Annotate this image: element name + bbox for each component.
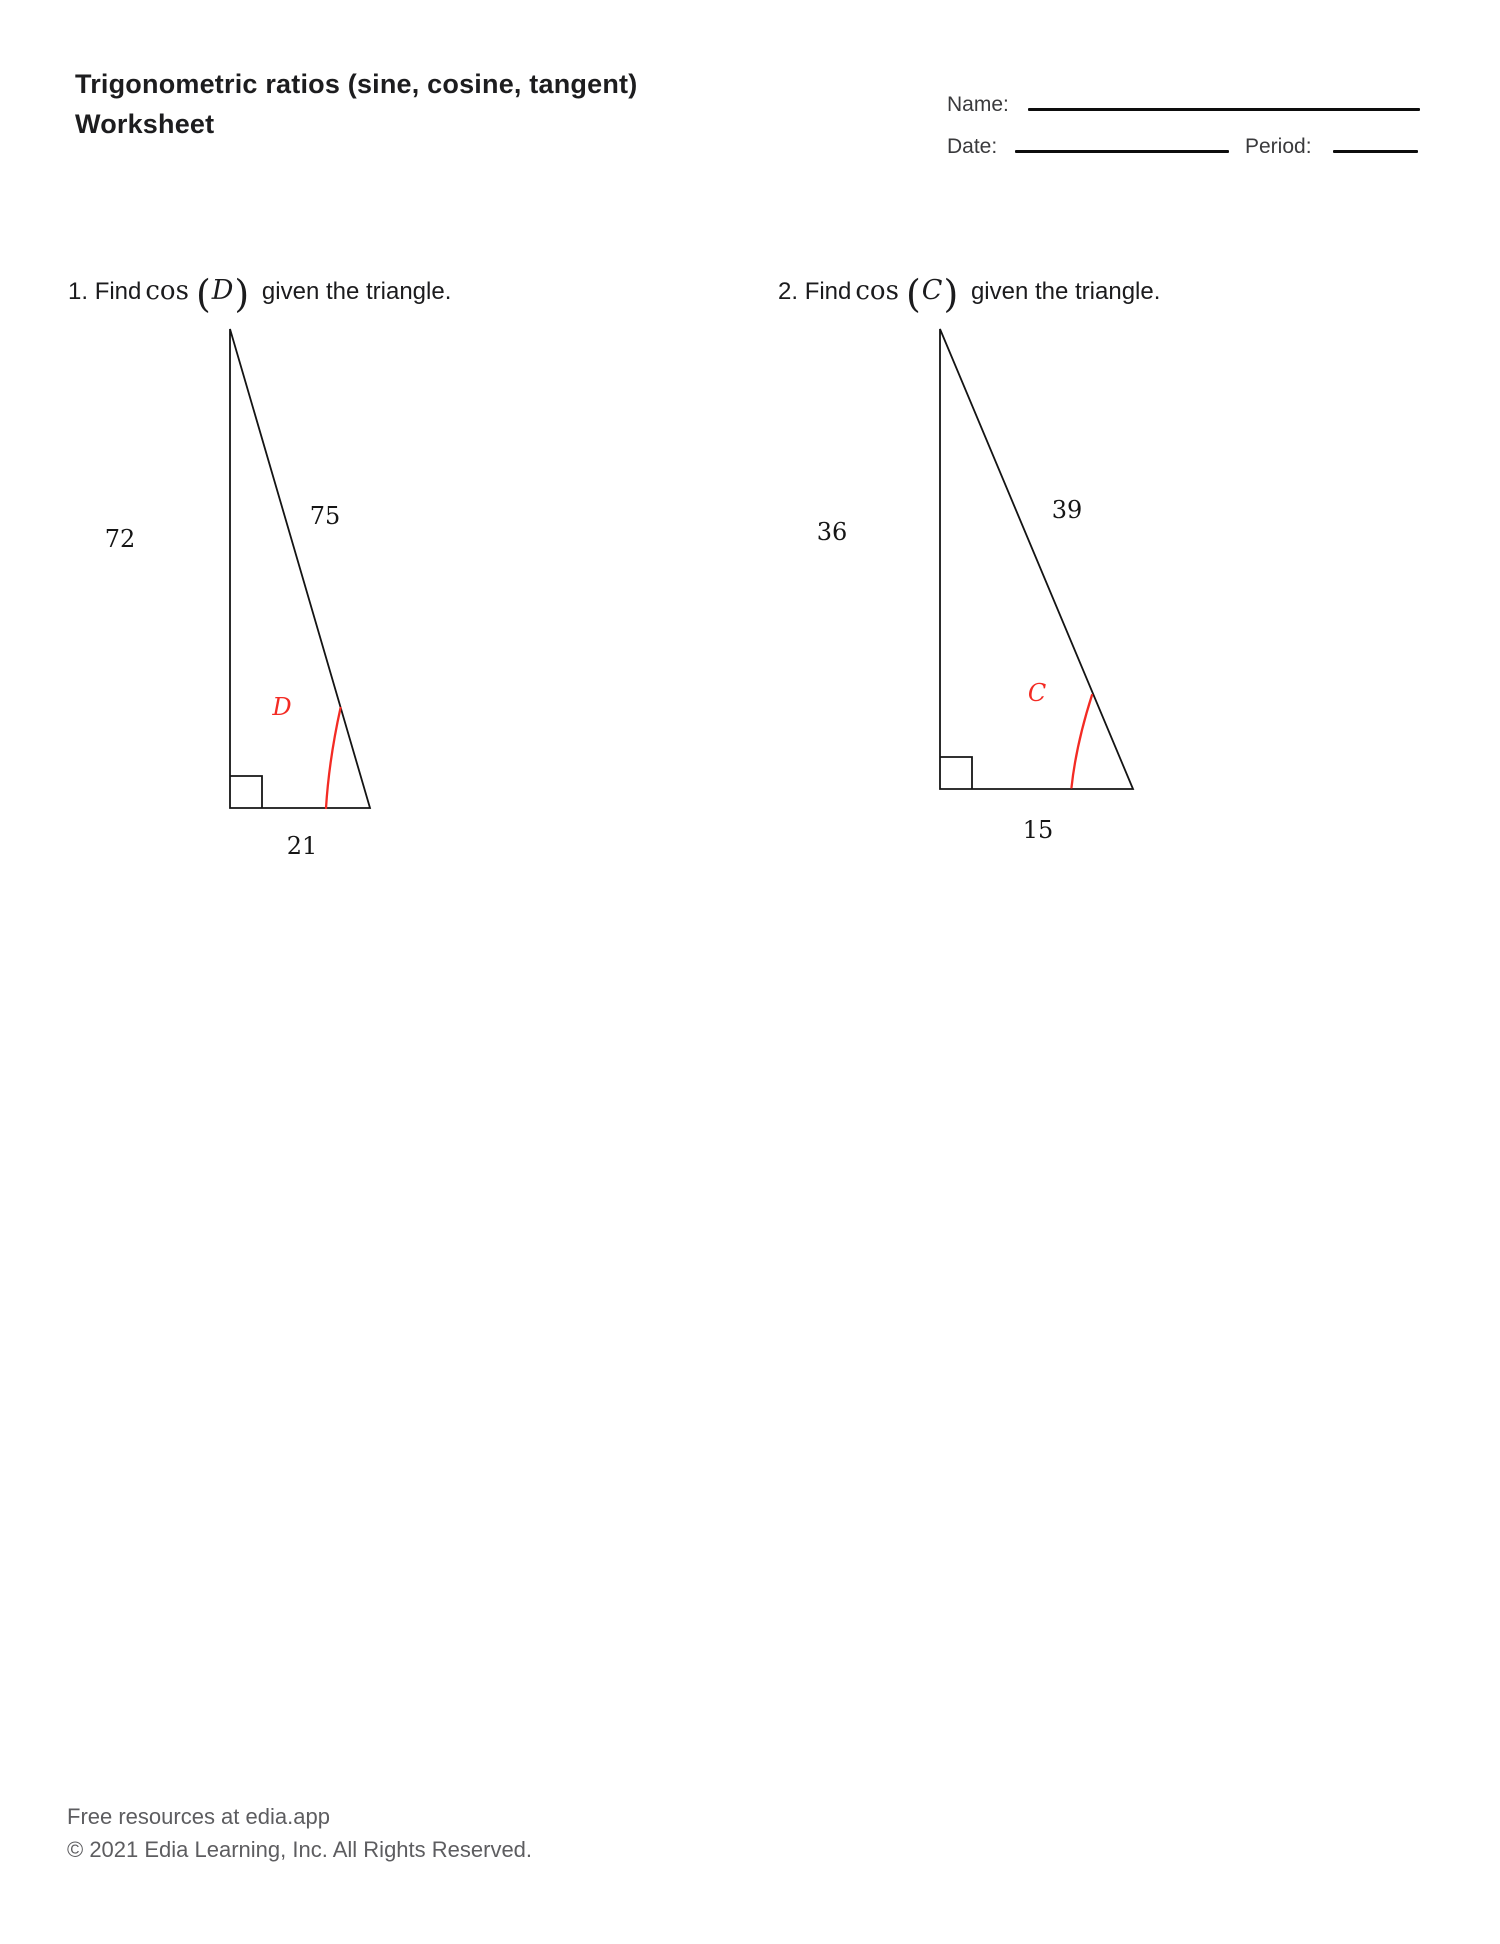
right-angle-mark — [940, 757, 972, 789]
problem-1-suffix: given the triangle. — [261, 278, 452, 305]
angle-c-label: C — [1027, 679, 1047, 707]
date-blank-line — [1015, 150, 1229, 153]
close-paren: ) — [234, 272, 250, 316]
period-blank-line — [1333, 150, 1418, 153]
base-side-label: 15 — [1022, 816, 1054, 844]
problem-1-number: 1. — [68, 278, 89, 305]
problem-1-prefix: Find — [94, 278, 142, 305]
problem-2-suffix: given the triangle. — [970, 278, 1161, 305]
problem-2-statement — [778, 272, 1161, 316]
cos-function: cos — [145, 276, 189, 306]
worksheet-title — [75, 64, 637, 144]
problem-1-statement — [68, 272, 452, 316]
date-label: Date: — [947, 135, 998, 158]
open-paren: ( — [195, 272, 211, 316]
title-line-1: Trigonometric ratios (sine, cosine, tangent) — [75, 69, 638, 99]
vertical-side-label: 72 — [104, 525, 136, 553]
hypotenuse-label: 39 — [1051, 496, 1083, 524]
name-label: Name: — [947, 93, 1009, 116]
open-paren: ( — [905, 272, 921, 316]
problem-2-number: 2. — [778, 278, 799, 305]
problem-2-math-expression — [851, 272, 959, 316]
cos-function: cos — [855, 276, 899, 306]
footer-resources-text: Free resources at edia.app — [67, 1804, 330, 1829]
base-side-label: 21 — [286, 832, 318, 860]
triangle-figure-1 — [60, 315, 420, 870]
angle-variable: D — [211, 275, 234, 306]
page-footer — [67, 1800, 532, 1866]
footer-copyright-text: © 2021 Edia Learning, Inc. All Rights Reserved. — [67, 1837, 533, 1862]
angle-variable: C — [921, 275, 943, 306]
hypotenuse-label: 75 — [309, 502, 341, 530]
triangle-2-outline — [940, 329, 1133, 789]
angle-arc — [326, 708, 341, 808]
triangle-1-outline — [230, 329, 370, 808]
period-label: Period: — [1245, 135, 1312, 158]
triangle-figure-2 — [790, 315, 1180, 870]
close-paren: ) — [943, 272, 959, 316]
problem-2-prefix: Find — [804, 278, 852, 305]
right-angle-mark — [230, 776, 262, 808]
angle-arc — [1072, 695, 1093, 788]
title-line-2: Worksheet — [75, 109, 215, 139]
name-blank-line — [1028, 108, 1420, 111]
angle-d-label: D — [272, 693, 292, 721]
problem-1-math-expression — [141, 272, 250, 316]
vertical-side-label: 36 — [816, 518, 848, 546]
